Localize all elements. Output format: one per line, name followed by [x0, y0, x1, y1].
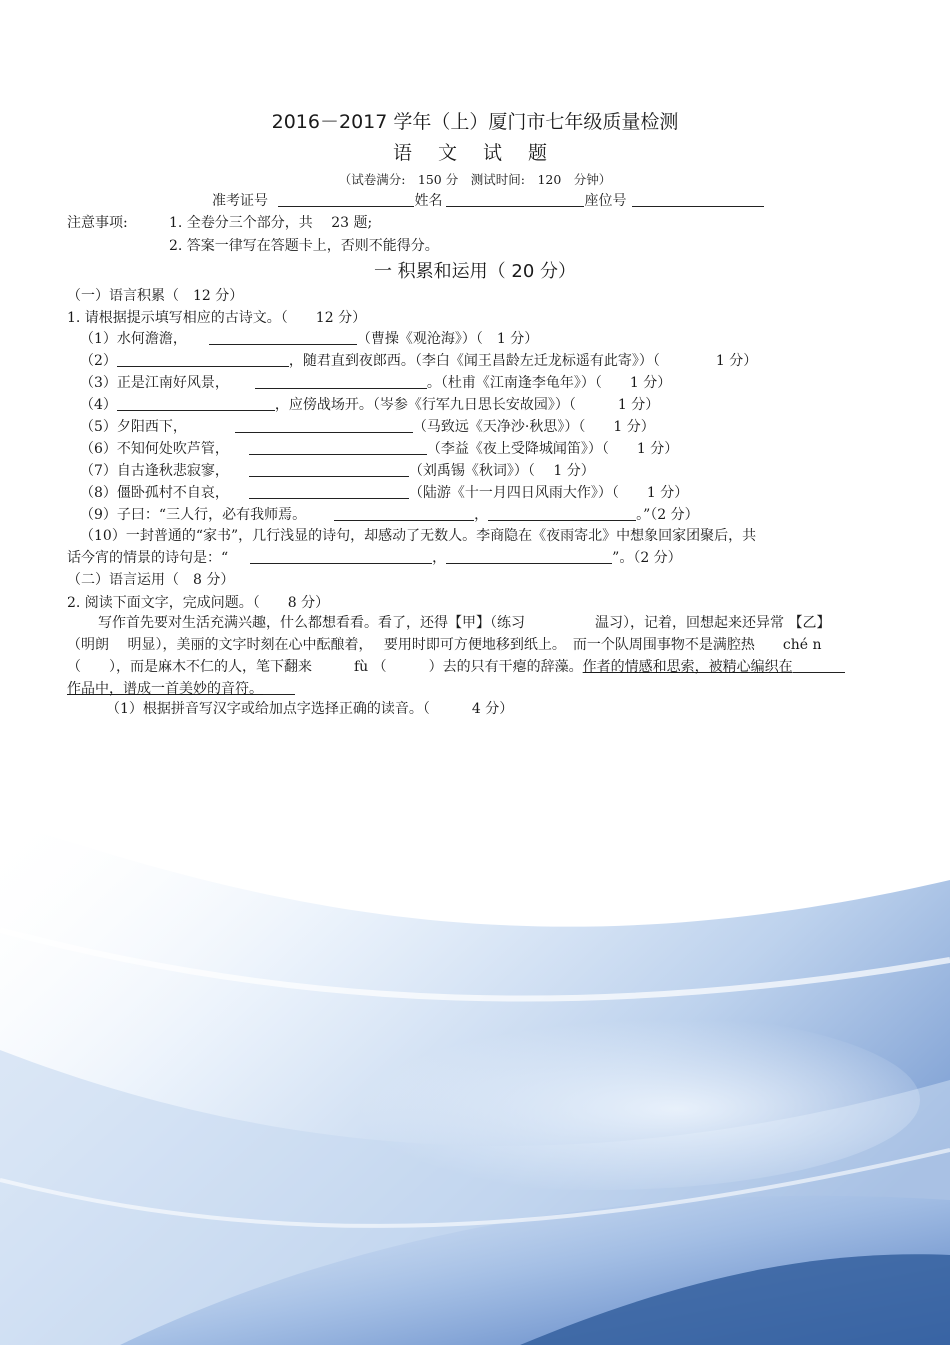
seat-label: 座位号: [584, 193, 627, 209]
sub-question-1: （1）根据拼音写汉字或给加点字选择正确的读音。（ 4 分）: [106, 701, 514, 717]
passage-underline-tail: [793, 658, 845, 673]
section-1-title: 一 积累和运用（ 20 分）: [373, 261, 577, 282]
q1-line-9-score: 。”（2 分）: [636, 507, 699, 523]
exam-meta: （试卷满分: 150 分 测试时间: 120 分钟）: [338, 172, 612, 187]
q1-line-9-comma: ，: [474, 507, 489, 523]
q1-line-5: [80, 418, 655, 436]
q1-line-6: [80, 440, 678, 458]
passage-underlined-1: 作者的情感和思索，被精心编织在: [582, 659, 793, 675]
q1-line-1: [80, 330, 538, 348]
q1-line-10-prompt: 话今宵的情景的诗句是：“: [67, 550, 229, 566]
q1-line-4-source: ，应傍战场开。（岑参《行军九日思长安故园》）（ 1 分）: [274, 397, 660, 413]
part-2-heading: （二）语言运用（ 8 分）: [67, 572, 235, 588]
q1-line-6-source: （李益《夜上受降城闻笛》）（ 1 分）: [426, 441, 679, 457]
q1-line-10-blank-1[interactable]: [250, 549, 432, 564]
q1-line-3-prompt: （3）正是江南好风景，: [80, 375, 229, 391]
q1-line-10-cont: [67, 549, 682, 567]
q1-line-3-blank[interactable]: [255, 374, 427, 389]
q1-line-6-blank[interactable]: [249, 440, 427, 455]
name-blank[interactable]: [446, 192, 584, 207]
q1-line-3-source: 。（杜甫《江南逢李龟年》）（ 1 分）: [426, 375, 672, 391]
id-blank[interactable]: [278, 192, 414, 207]
q1-line-1-prompt: （1）水何澹澹，: [80, 331, 187, 347]
q1-line-10-blank-2[interactable]: [446, 549, 612, 564]
part-1-heading: （一）语言积累（ 12 分）: [67, 288, 244, 304]
q1-line-2-prompt: （2）: [80, 353, 117, 369]
q1-line-1-blank[interactable]: [209, 330, 357, 345]
q1-line-8-blank[interactable]: [249, 484, 409, 499]
q1-line-4-blank[interactable]: [117, 396, 275, 411]
q1-line-5-prompt: （5）夕阳西下，: [80, 419, 187, 435]
q1-line-4: [80, 396, 659, 414]
passage-line-3: [67, 658, 845, 676]
q1-line-7-blank[interactable]: [249, 462, 409, 477]
q1-line-5-blank[interactable]: [235, 418, 413, 433]
page-subtitle: 语 文 试 题: [392, 142, 558, 164]
notice-item-1: 1. 全卷分三个部分，共 23 题;: [169, 215, 373, 231]
q1-line-9-blank-1[interactable]: [334, 506, 474, 521]
name-label: 姓名: [414, 193, 443, 209]
passage-line-3-text: （ ），而是麻木不仁的人，笔下翻来 fù （ ）去的只有干瘪的辞藻。: [67, 659, 583, 675]
q1-line-10-score: ”。（2 分）: [612, 550, 682, 566]
q1-line-2: [80, 352, 757, 370]
q1-line-2-blank[interactable]: [117, 352, 289, 367]
q1-line-2-source: ，随君直到夜郎西。（李白《闻王昌龄左迁龙标遥有此寄》）（ 1 分）: [288, 353, 758, 369]
passage-line-2: （明朗 明显），美丽的文字时刻在心中酝酿着， 要用时即可方便地移到纸上。 而一个队周围事物不是满腔热 ché n: [67, 637, 822, 653]
page-title: 2016－2017 学年（上）厦门市七年级质量检测: [271, 111, 679, 133]
question-2: 2. 阅读下面文字，完成问题。（ 8 分）: [67, 595, 330, 611]
candidate-info-row: [212, 192, 764, 210]
q1-line-9-prompt: （9）子曰：“三人行，必有我师焉。: [80, 507, 307, 523]
q1-line-7-prompt: （7）自古逢秋悲寂寥，: [80, 463, 229, 479]
q1-line-7-source: （刘禹锡《秋词》）（ 1 分）: [408, 463, 595, 479]
q1-line-8-prompt: （8）僵卧孤村不自哀，: [80, 485, 229, 501]
q1-line-3: [80, 374, 671, 392]
question-1: 1. 请根据提示填写相应的古诗文。（ 12 分）: [67, 310, 367, 326]
q1-line-5-source: （马致远《天净沙·秋思》）（ 1 分）: [412, 419, 655, 435]
q1-line-10: （10）一封普通的“家书”，几行浅显的诗句，却感动了无数人。李商隐在《夜雨寄北》中想象回家团聚后，共: [80, 528, 757, 544]
q1-line-8: [80, 484, 688, 502]
q1-line-8-source: （陆游《十一月四日风雨大作》）（ 1 分）: [408, 485, 689, 501]
id-label: 准考证号: [212, 193, 268, 209]
q1-line-6-prompt: （6）不知何处吹芦管，: [80, 441, 229, 457]
seat-blank[interactable]: [632, 192, 764, 207]
notice-item-2: 2. 答案一律写在答题卡上，否则不能得分。: [169, 238, 439, 254]
q1-line-9: [80, 506, 699, 524]
passage-line-1: 写作首先要对生活充满兴趣，什么都想看看。看了，还得【甲】（练习 温习），记着，回想起来还异常 【乙】: [98, 615, 831, 631]
q1-line-1-source: （曹操《观沧海》）（ 1 分）: [356, 331, 539, 347]
q1-line-9-blank-2[interactable]: [488, 506, 636, 521]
passage-underline-tail-2: [263, 680, 295, 695]
notice-label: 注意事项:: [67, 215, 128, 231]
q1-line-10-comma: ，: [432, 550, 447, 566]
q1-line-7: [80, 462, 595, 480]
passage-line-4: [67, 680, 295, 698]
q1-line-4-prompt: （4）: [80, 397, 117, 413]
passage-underlined-2: 作品中，谱成一首美妙的音符。: [67, 681, 263, 697]
